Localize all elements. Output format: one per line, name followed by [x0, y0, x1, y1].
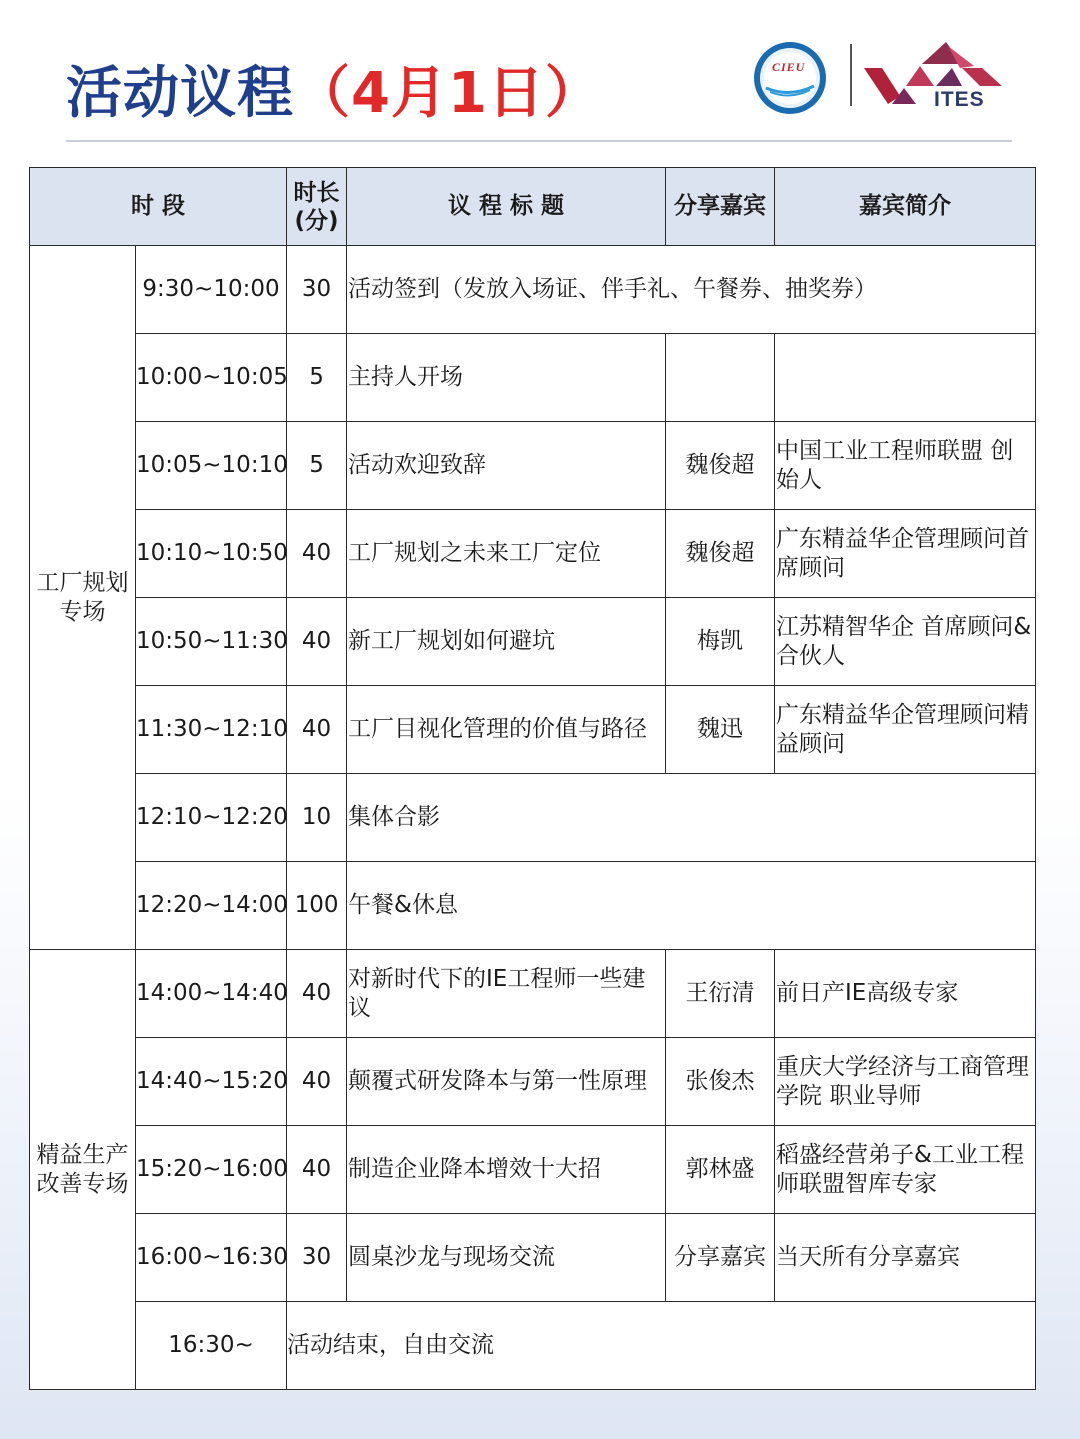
bio-cell: 稻盛经营弟子&工业工程师联盟智库专家 [775, 1126, 1036, 1214]
table-row [30, 598, 1036, 686]
duration-cell: 40 [287, 950, 347, 1038]
table-row [30, 422, 1036, 510]
speaker-cell: 魏俊超 [666, 510, 775, 598]
table-row [30, 774, 1036, 862]
agenda-table [29, 167, 1036, 1390]
closing-row [30, 1302, 1036, 1390]
duration-cell: 100 [287, 862, 347, 950]
duration-cell: 40 [287, 686, 347, 774]
speaker-cell: 王衍清 [666, 950, 775, 1038]
duration-cell: 10 [287, 774, 347, 862]
speaker-cell: 分享嘉宾 [666, 1214, 775, 1302]
time-cell: 12:20~14:00 [136, 862, 287, 950]
duration-cell: 30 [287, 1214, 347, 1302]
table-row [30, 1214, 1036, 1302]
table-row [30, 1038, 1036, 1126]
bio-cell: 前日产IE高级专家 [775, 950, 1036, 1038]
bio-cell: 中国工业工程师联盟 创始人 [775, 422, 1036, 510]
speaker-cell: 张俊杰 [666, 1038, 775, 1126]
duration-cell: 40 [287, 1038, 347, 1126]
topic-cell: 制造企业降本增效十大招 [347, 1126, 666, 1214]
time-cell: 14:00~14:40 [136, 950, 287, 1038]
header-speaker: 分享嘉宾 [666, 168, 775, 246]
duration-cell: 40 [287, 598, 347, 686]
table-row [30, 686, 1036, 774]
topic-cell: 主持人开场 [347, 334, 666, 422]
section-name: 工厂规划 专场 [30, 246, 136, 950]
table-row [30, 246, 1036, 334]
time-cell: 11:30~12:10 [136, 686, 287, 774]
time-cell: 15:20~16:00 [136, 1126, 287, 1214]
closing-time-cell: 16:30~ [136, 1302, 287, 1390]
cieu-logo-text: CIEU [772, 60, 806, 74]
topic-cell: 颠覆式研发降本与第一性原理 [347, 1038, 666, 1126]
table-row [30, 334, 1036, 422]
header-topic: 议 程 标 题 [347, 168, 666, 246]
bio-cell [775, 334, 1036, 422]
bio-cell: 广东精益华企管理顾问首席顾问 [775, 510, 1036, 598]
duration-cell: 40 [287, 1126, 347, 1214]
time-cell: 10:50~11:30 [136, 598, 287, 686]
duration-cell: 30 [287, 246, 347, 334]
time-cell: 10:00~10:05 [136, 334, 287, 422]
time-cell: 9:30~10:00 [136, 246, 287, 334]
topic-cell: 活动欢迎致辞 [347, 422, 666, 510]
time-cell: 14:40~15:20 [136, 1038, 287, 1126]
table-row [30, 510, 1036, 598]
ites-logo-text: ITES [934, 88, 985, 111]
table-row [30, 1126, 1036, 1214]
title-date: （4月1日） [294, 61, 602, 126]
header-duration: 时长 (分) [287, 168, 347, 246]
section-name: 精益生产 改善专场 [30, 950, 136, 1390]
speaker-cell [666, 334, 775, 422]
table-header-row [30, 168, 1036, 246]
header-period: 时 段 [30, 168, 287, 246]
title-divider [66, 140, 1012, 142]
topic-cell: 对新时代下的IE工程师一些建议 [347, 950, 666, 1038]
title-main: 活动议程 [66, 61, 294, 126]
time-cell: 10:10~10:50 [136, 510, 287, 598]
duration-cell: 40 [287, 510, 347, 598]
bio-cell: 江苏精智华企 首席顾问&合伙人 [775, 598, 1036, 686]
duration-cell: 5 [287, 334, 347, 422]
page-title [66, 58, 602, 130]
time-cell: 10:05~10:10 [136, 422, 287, 510]
time-cell: 16:00~16:30 [136, 1214, 287, 1302]
bio-cell: 重庆大学经济与工商管理学院 职业导师 [775, 1038, 1036, 1126]
topic-cell: 午餐&休息 [347, 862, 1036, 950]
cieu-logo [748, 40, 832, 116]
speaker-cell: 梅凯 [666, 598, 775, 686]
speaker-cell: 魏迅 [666, 686, 775, 774]
closing-text-cell: 活动结束，自由交流 [287, 1302, 1036, 1390]
speaker-cell: 郭林盛 [666, 1126, 775, 1214]
logo-separator [850, 44, 852, 106]
topic-cell: 工厂目视化管理的价值与路径 [347, 686, 666, 774]
time-cell: 12:10~12:20 [136, 774, 287, 862]
topic-cell: 圆桌沙龙与现场交流 [347, 1214, 666, 1302]
topic-cell: 集体合影 [347, 774, 1036, 862]
speaker-cell: 魏俊超 [666, 422, 775, 510]
topic-cell: 活动签到（发放入场证、伴手礼、午餐券、抽奖券） [347, 246, 1036, 334]
table-row [30, 862, 1036, 950]
topic-cell: 工厂规划之未来工厂定位 [347, 510, 666, 598]
bio-cell: 广东精益华企管理顾问精益顾问 [775, 686, 1036, 774]
header-bio: 嘉宾简介 [775, 168, 1036, 246]
duration-cell: 5 [287, 422, 347, 510]
bio-cell: 当天所有分享嘉宾 [775, 1214, 1036, 1302]
topic-cell: 新工厂规划如何避坑 [347, 598, 666, 686]
table-row [30, 950, 1036, 1038]
